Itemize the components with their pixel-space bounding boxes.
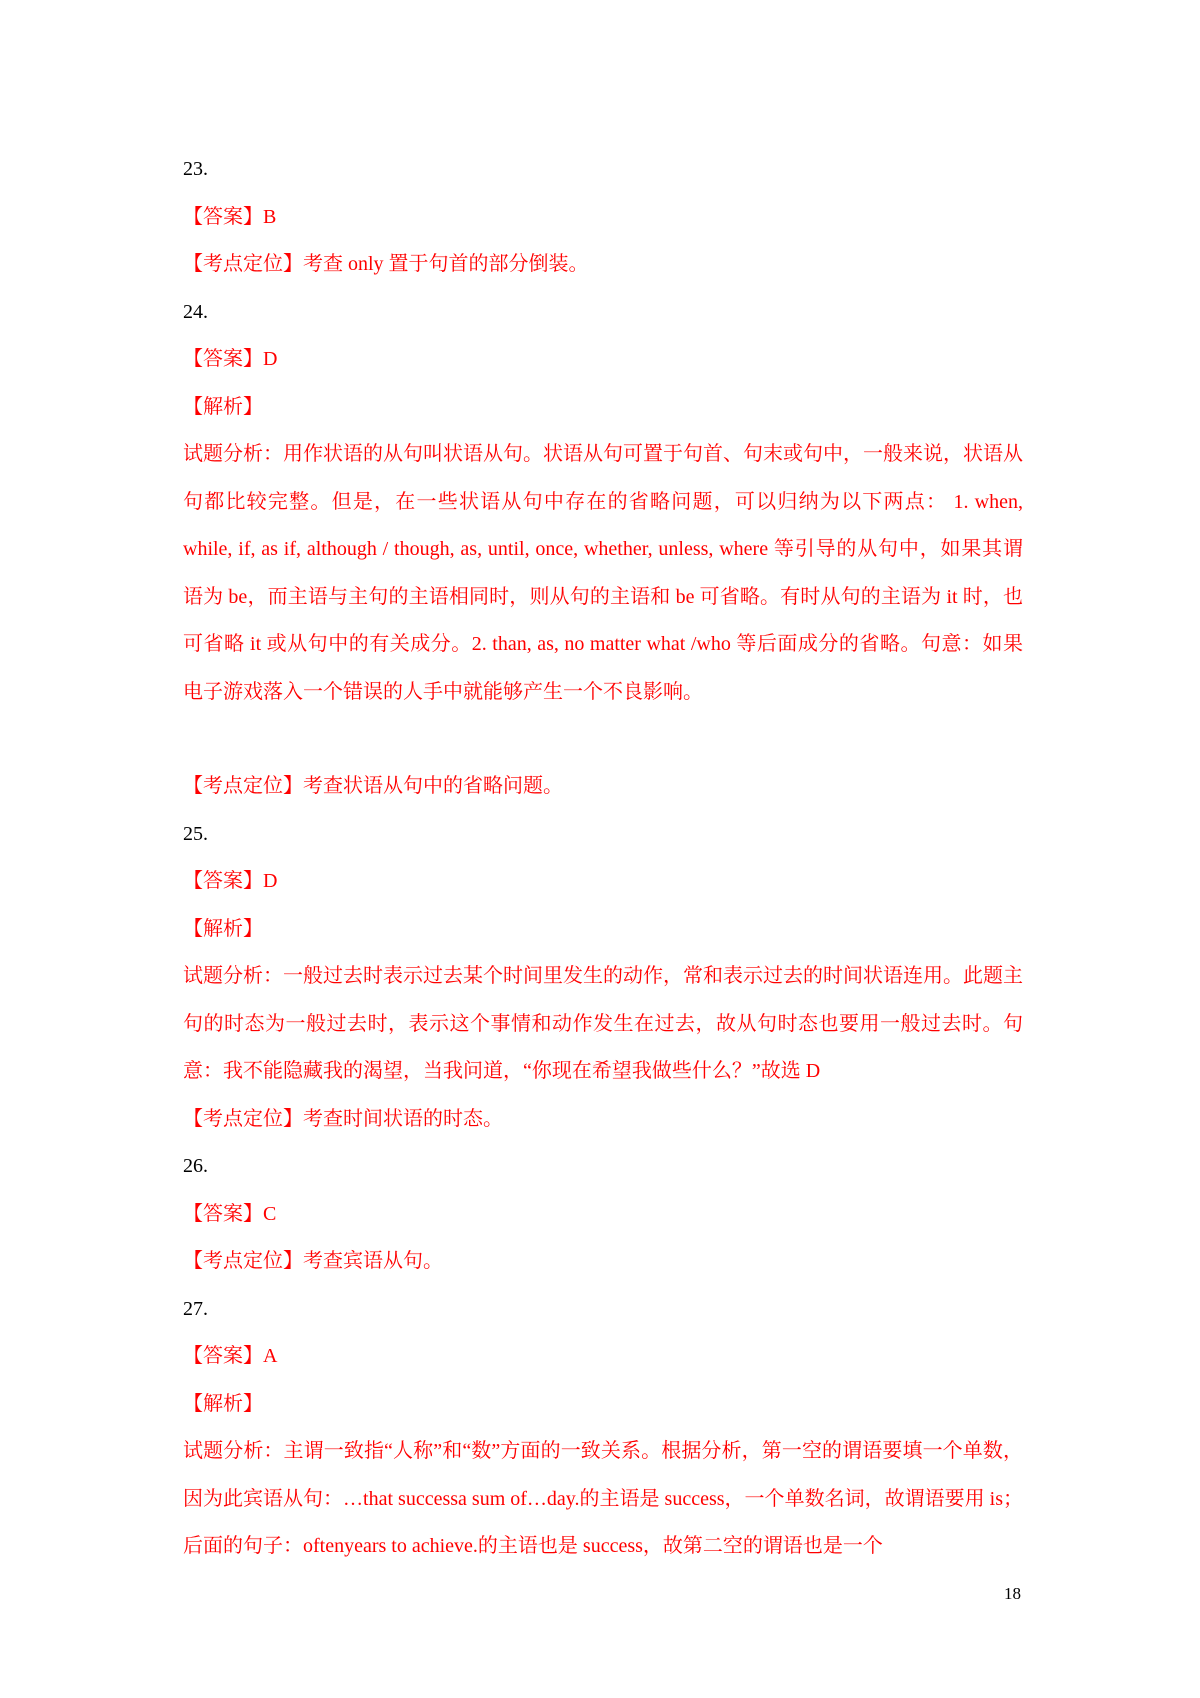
question-number: 26.	[183, 1155, 208, 1177]
key-point-line: 【考点定位】考查宾语从句。	[183, 1250, 443, 1272]
answer-content	[183, 146, 1023, 1571]
question-number: 25.	[183, 822, 208, 845]
page-number: 18	[1004, 1584, 1021, 1603]
answer-line: 【答案】B	[183, 205, 277, 228]
analysis-paragraph: 试题分析：用作状语的从句叫状语从句。状语从句可置于句首、句末或句中，一般来说，状语从句都比较完整。但是，在一些状语从句中存在的省略问题，可以归纳为以下两点： 1. when, while, if, as if, although / though, as, until, once, whether, unless, where 等引导的从句中，如果其谓语为 be，而主语与主句的主语相同时，则从句的主语和 be 可省略。有时从句的主语为 it 时，也可省略 it 或从句中的有关成分。2. than, as, no matter what /who 等后面成分的省略。句意：如果电子游戏落入一个错误的人手中就能够产生一个不良影响。	[183, 443, 1023, 703]
analysis-label: 【解析】	[183, 917, 263, 940]
question-number: 27.	[183, 1297, 208, 1320]
answer-line: 【答案】A	[183, 1345, 278, 1367]
analysis-paragraph: 试题分析：一般过去时表示过去某个时间里发生的动作，常和表示过去的时间状语连用。此题主句的时态为一般过去时，表示这个事情和动作发生在过去，故从句时态也要用一般过去时。句意：我不能隐藏我的渴望，当我问道，“你现在希望我做些什么？”故选 D	[183, 965, 1023, 1082]
question-number: 23.	[183, 158, 208, 180]
question-number: 24.	[183, 300, 208, 323]
answer-line: 【答案】D	[183, 870, 278, 892]
analysis-label: 【解析】	[183, 395, 263, 418]
key-point-line: 【考点定位】考查时间状语的时态。	[183, 1107, 503, 1130]
key-point-line: 【考点定位】考查状语从句中的省略问题。	[183, 775, 563, 797]
analysis-label: 【解析】	[183, 1392, 263, 1415]
answer-line: 【答案】C	[183, 1202, 277, 1225]
blank-spacer	[183, 716, 1023, 763]
key-point-line: 【考点定位】考查 only 置于句首的部分倒装。	[183, 253, 589, 275]
answer-line: 【答案】D	[183, 348, 278, 370]
analysis-paragraph: 试题分析：主谓一致指“人称”和“数”方面的一致关系。根据分析，第一空的谓语要填一个单数，因为此宾语从句：…that successa sum of…day.的主语是 success，一个单数名词，故谓语要用 is；后面的句子：oftenyears to achieve.的主语也是 success，故第二空的谓语也是一个	[183, 1440, 1023, 1557]
